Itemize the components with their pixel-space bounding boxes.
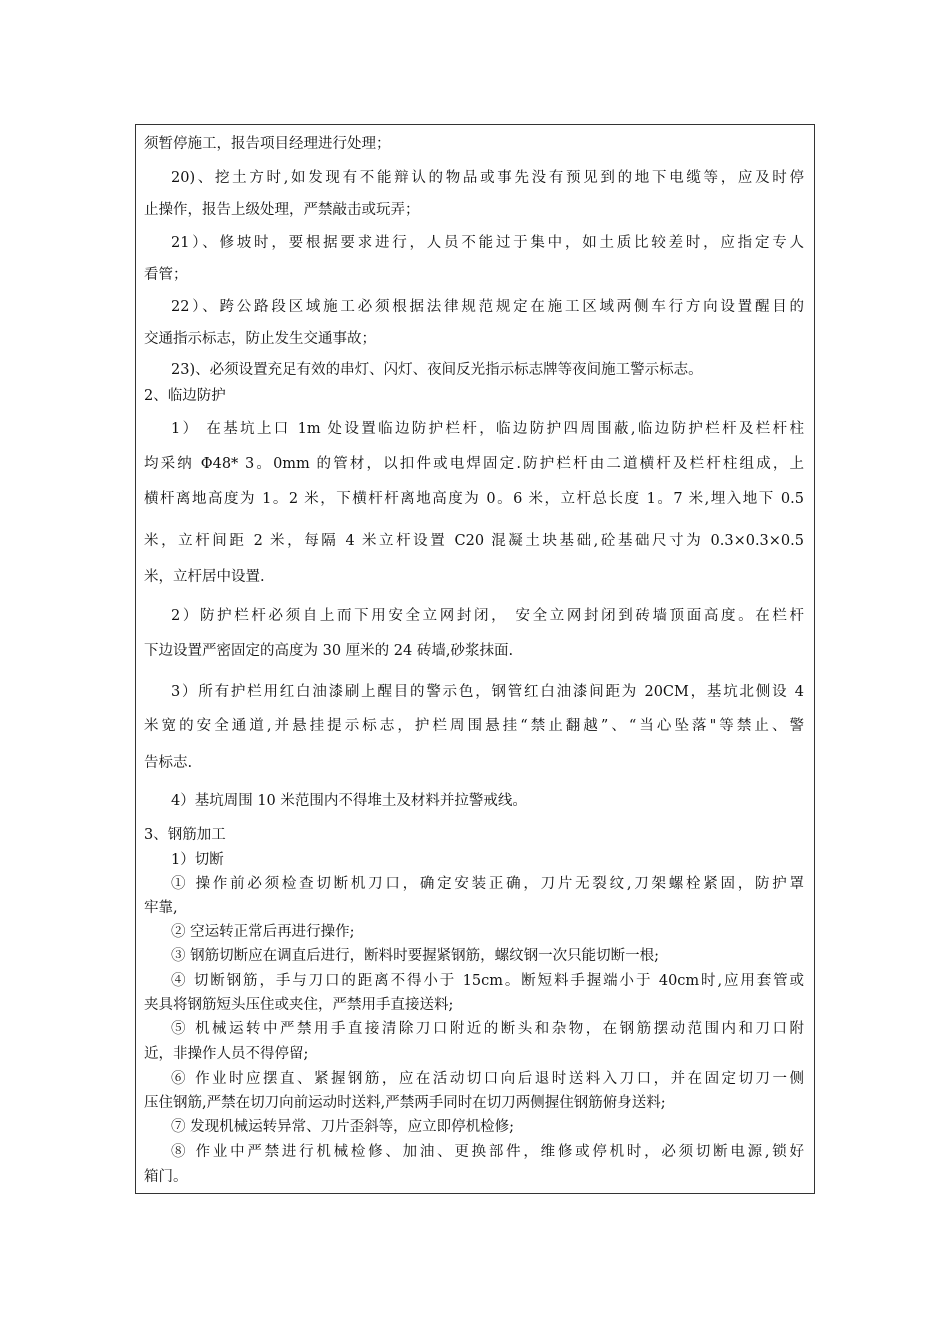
text-line: 均采纳 Φ48* 3。0mm 的管材，以扣件或电焊固定.防护栏杆由二道横杆及栏杆柱组成，上 [144,456,804,472]
text-line: 须暂停施工，报告项目经理进行处理； [144,136,391,152]
section-heading: 2、临边防护 [144,388,226,404]
text-line: 下边设置严密固定的高度为 30 厘米的 24 砖墙,砂浆抹面. [144,643,514,659]
subsection-heading: 1）切断 [171,852,224,868]
text-line: ① 操作前必须检查切断机刀口，确定安装正确，刀片无裂纹,刀架螺栓紧固，防护罩 [171,876,804,892]
text-line: ③ 钢筋切断应在调直后进行，断料时要握紧钢筋，螺纹钢一次只能切断一根; [171,948,659,964]
text-line: 止操作，报告上级处理，严禁敲击或玩弄； [144,202,420,218]
text-line: 23)、必须设置充足有效的串灯、闪灯、夜间反光指示标志牌等夜间施工警示标志。 [171,362,703,378]
text-line: 22）、跨公路段区域施工必须根据法律规范规定在施工区域两侧车行方向设置醒目的 [171,299,804,315]
text-line: ⑥ 作业时应摆直、紧握钢筋，应在活动切口向后退时送料入刀口，并在固定切刀一侧 [171,1071,804,1087]
text-line: 近，非操作人员不得停留; [144,1046,309,1062]
text-line: ⑧ 作业中严禁进行机械检修、加油、更换部件，维修或停机时，必须切断电源,锁好 [171,1144,804,1160]
text-line: 20)、挖土方时,如发现有不能辩认的物品或事先没有预见到的地下电缆等，应及时停 [171,170,804,186]
text-line: 3）所有护栏用红白油漆刷上醒目的警示色，钢管红白油漆间距为 20CM，基坑北侧设 4 [171,684,804,700]
text-line: 横杆离地高度为 1。2 米，下横杆杆离地高度为 0。6 米，立杆总长度 1。7 米,埋入地下 0.5 [144,491,804,507]
text-line: 4）基坑周围 10 米范围内不得堆土及材料并拉警戒线。 [171,793,527,809]
text-line: 箱门。 [144,1169,188,1185]
section-heading: 3、钢筋加工 [144,827,226,843]
text-line: ⑤ 机械运转中严禁用手直接清除刀口附近的断头和杂物，在钢筋摆动范围内和刀口附 [171,1021,804,1037]
text-line: 米，立杆间距 2 米，每隔 4 米立杆设置 C20 混凝土块基础,砼基础尺寸为 0.3×0.3×0.5 [144,533,804,549]
text-line: 21）、修坡时，要根据要求进行，人员不能过于集中，如土质比较差时，应指定专人 [171,235,804,251]
text-line: 米宽的安全通道,并悬挂提示标志，护栏周围悬挂“禁止翻越”、“当心坠落"等禁止、警 [144,718,804,734]
text-line: 看管； [144,267,188,283]
text-line: 1） 在基坑上口 1m 处设置临边防护栏杆，临边防护四周围蔽,临边防护栏杆及栏杆柱 [171,421,804,437]
text-line: 夹具将钢筋短头压住或夹住，严禁用手直接送料; [144,997,454,1013]
text-line: ⑦ 发现机械运转异常、刀片歪斜等，应立即停机检修; [171,1119,514,1135]
text-line: ④ 切断钢筋，手与刀口的距离不得小于 15cm。断短料手握端小于 40cm时,应用套管或 [171,973,804,989]
text-line: 压住钢筋,严禁在切刀向前运动时送料,严禁两手同时在切刀两侧握住钢筋俯身送料; [144,1095,666,1111]
text-line: 交通指示标志，防止发生交通事故； [144,331,376,347]
text-line: 2）防护栏杆必须自上而下用安全立网封闭， 安全立网封闭到砖墙顶面高度。在栏杆 [171,608,804,624]
text-line: 告标志. [144,755,193,771]
text-line: 米，立杆居中设置. [144,569,265,585]
text-line: ② 空运转正常后再进行操作; [171,924,355,940]
text-line: 牢靠, [144,900,178,916]
